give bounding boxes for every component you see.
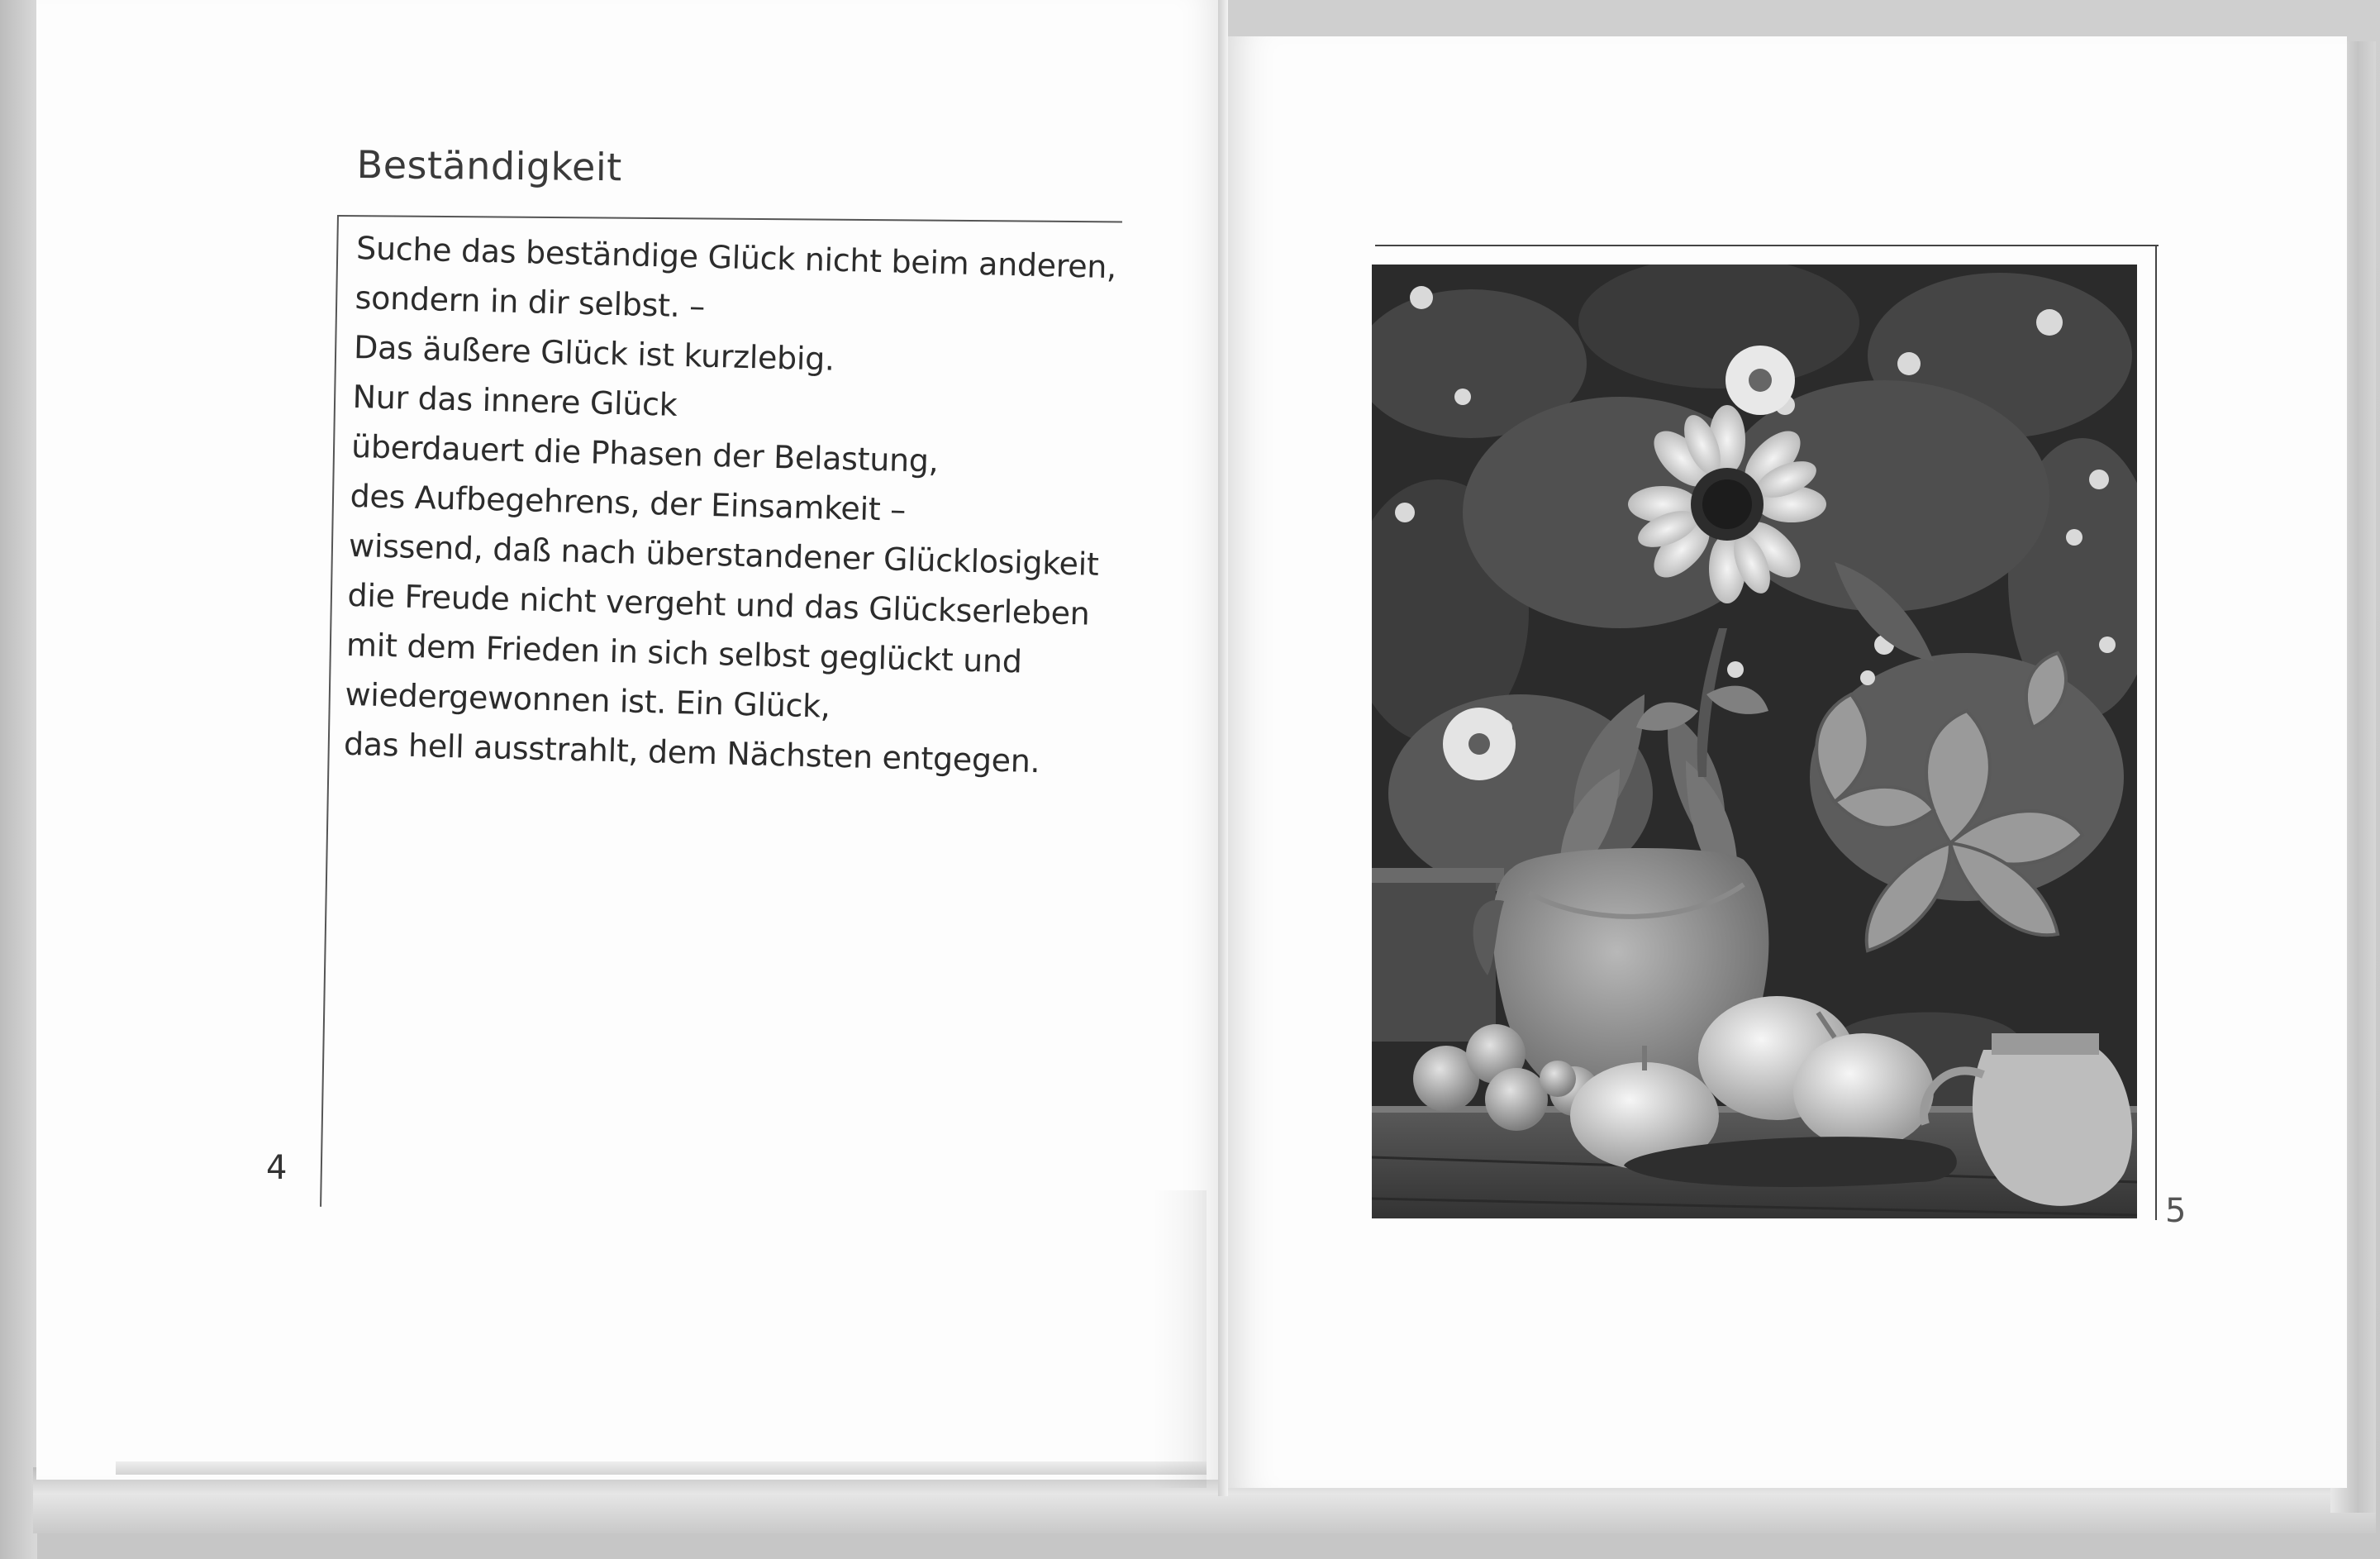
page-number-right: 5 xyxy=(2165,1192,2187,1230)
flower-bouquet-photo xyxy=(1372,265,2137,1218)
poem-line: das hell ausstrahlt, dem Nächsten entgegen. xyxy=(343,725,1040,780)
poem-line: Nur das innere Glück xyxy=(352,378,678,423)
poem-line: wissend, daß nach überstandener Glücklosigkeit xyxy=(348,527,1100,583)
daisy xyxy=(1443,708,1516,780)
sunflower xyxy=(1628,405,1826,603)
book-spine-gutter xyxy=(1218,0,1228,1496)
poem-line: Suche das beständige Glück nicht beim anderen, xyxy=(355,229,1117,286)
page-number-left: 4 xyxy=(266,1149,288,1187)
planter-box xyxy=(1372,876,1496,1042)
photo-frame-top-rule xyxy=(1375,245,2159,246)
poem-line: sondern in dir selbst. – xyxy=(355,279,706,325)
daisy xyxy=(1726,346,1795,415)
page-heading: Beständigkeit xyxy=(356,142,622,190)
poem-line: die Freude nicht vergeht und das Glückserleben xyxy=(347,576,1091,632)
gutter-shadow xyxy=(1153,1190,1207,1488)
book-cover-left-edge xyxy=(0,0,37,1559)
photo-frame-side-rule xyxy=(2155,245,2157,1220)
poem-line: des Aufbegehrens, der Einsamkeit – xyxy=(350,477,907,528)
poem-text xyxy=(343,223,1116,788)
poem-line: Das äußere Glück ist kurzlebig. xyxy=(353,328,835,378)
left-page-bottom-edge xyxy=(116,1461,1207,1475)
poem-line: mit dem Frieden in sich selbst geglückt und xyxy=(345,626,1023,680)
poem-line: überdauert die Phasen der Belastung, xyxy=(350,427,940,479)
poem-line: wiedergewonnen ist. Ein Glück, xyxy=(345,675,831,725)
